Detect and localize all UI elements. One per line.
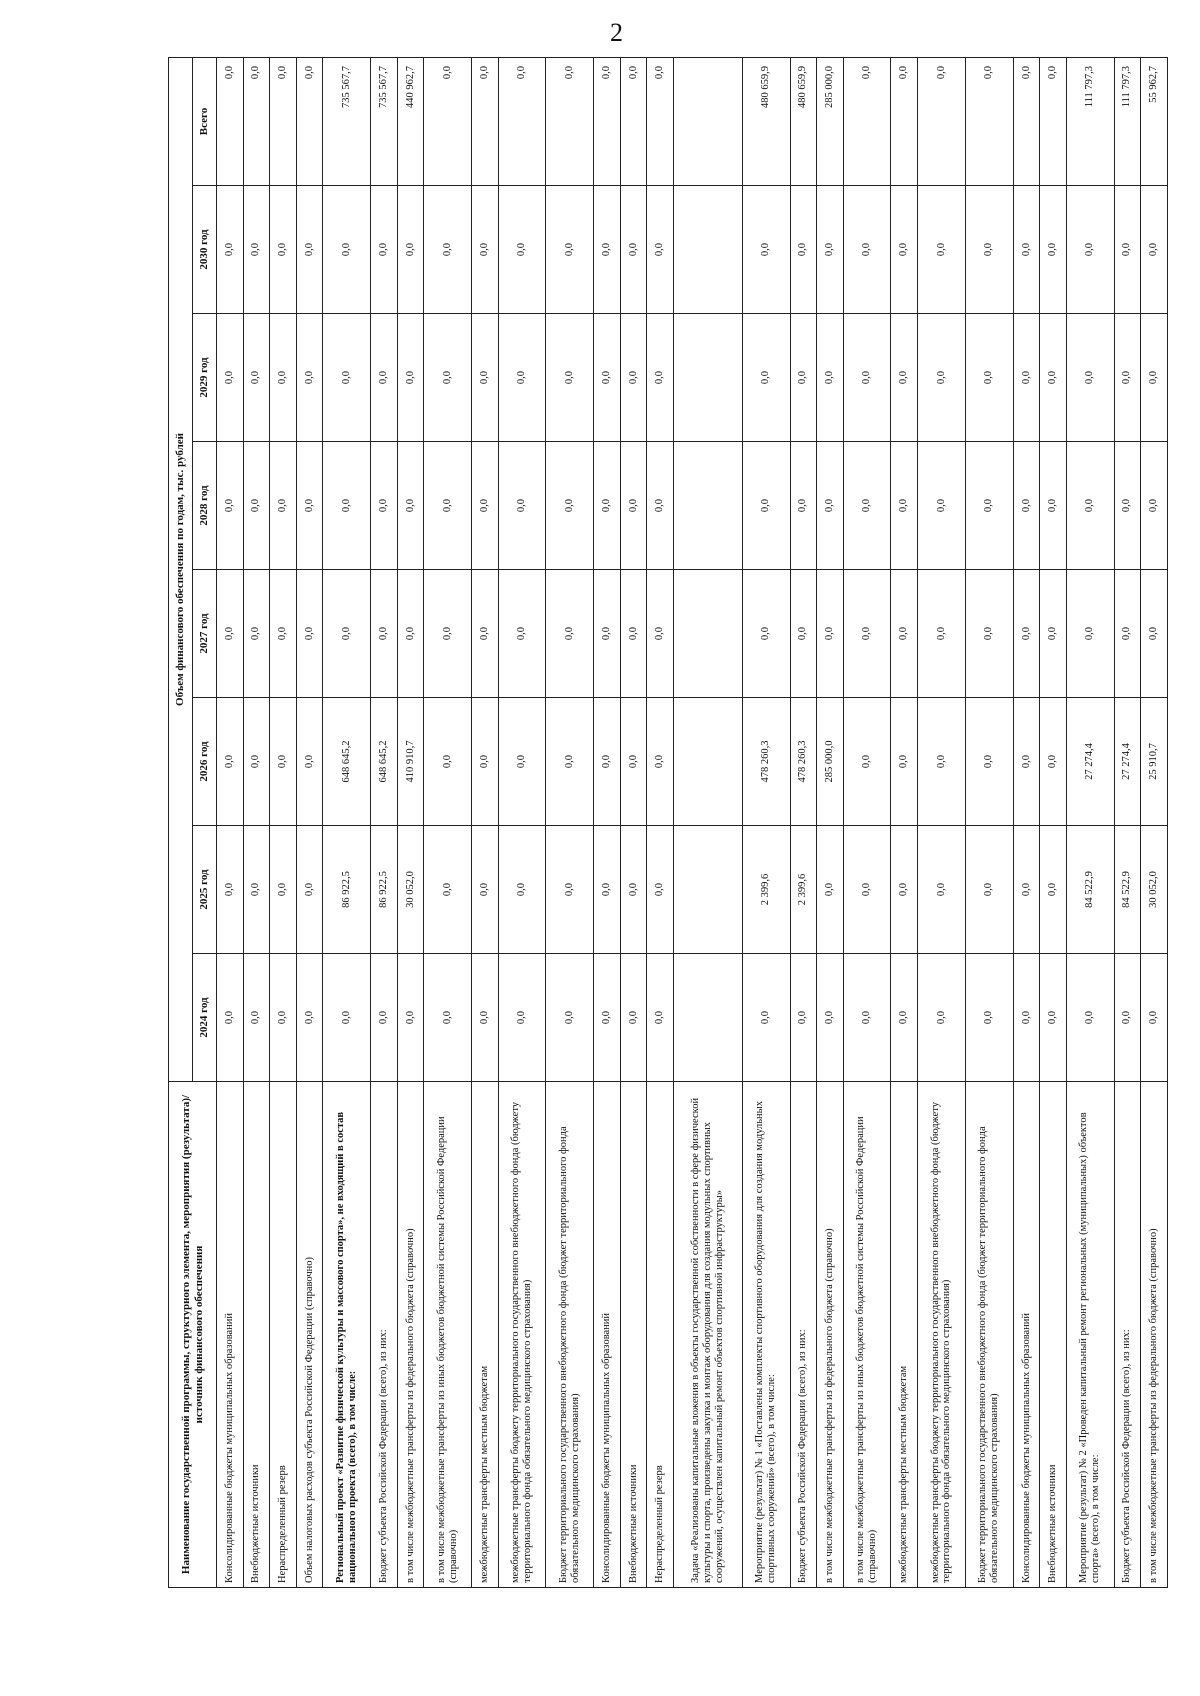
year-value-cell: 0,0 xyxy=(217,954,244,1082)
volume-group-header: Объем финансового обеспечения по годам, тыс. рублей xyxy=(169,57,193,1081)
year-value-cell: 0,0 xyxy=(1013,570,1040,698)
table-row xyxy=(546,57,594,1587)
table-row xyxy=(1141,57,1168,1587)
year-value-cell: 0,0 xyxy=(472,698,499,826)
total-cell: 0,0 xyxy=(498,57,546,185)
table-row xyxy=(296,57,323,1587)
year-value-cell: 0,0 xyxy=(891,826,918,954)
year-value-cell: 0,0 xyxy=(965,570,1013,698)
year-value-cell: 0,0 xyxy=(647,954,674,1082)
row-label: Внебюджетные источники xyxy=(243,1082,270,1588)
year-value-cell: 0,0 xyxy=(1040,186,1067,314)
year-value-cell: 0,0 xyxy=(424,954,472,1082)
year-header: 2024 год xyxy=(193,954,217,1082)
total-cell: 735 567,7 xyxy=(371,57,398,185)
year-value-cell: 0,0 xyxy=(217,314,244,442)
table-row xyxy=(323,57,371,1587)
year-value-cell: 0,0 xyxy=(620,186,647,314)
total-cell: 0,0 xyxy=(918,57,966,185)
total-cell: 480 659,9 xyxy=(790,57,817,185)
total-cell: 111 797,3 xyxy=(1114,57,1141,185)
year-value-cell: 0,0 xyxy=(270,186,297,314)
year-value-cell xyxy=(673,826,742,954)
year-value-cell: 0,0 xyxy=(498,570,546,698)
year-value-cell: 0,0 xyxy=(817,954,844,1082)
year-value-cell: 0,0 xyxy=(742,314,790,442)
year-value-cell: 0,0 xyxy=(1066,954,1114,1082)
row-label: Бюджет субъекта Российской Федерации (всего), из них: xyxy=(790,1082,817,1588)
year-value-cell: 0,0 xyxy=(790,186,817,314)
year-value-cell: 0,0 xyxy=(323,570,371,698)
year-value-cell: 0,0 xyxy=(270,954,297,1082)
table-row xyxy=(472,57,499,1587)
row-label: Мероприятие (результат) № 1 «Поставлены комплекты спортивного оборудования для создания модульных спортивных сооружений» (всего), в том числе: xyxy=(742,1082,790,1588)
year-value-cell: 0,0 xyxy=(965,698,1013,826)
year-value-cell: 0,0 xyxy=(371,314,398,442)
year-value-cell: 0,0 xyxy=(472,186,499,314)
year-value-cell xyxy=(673,954,742,1082)
year-value-cell: 0,0 xyxy=(546,698,594,826)
year-value-cell: 0,0 xyxy=(217,698,244,826)
row-label: Бюджет субъекта Российской Федерации (всего), из них: xyxy=(1114,1082,1141,1588)
year-value-cell: 0,0 xyxy=(1141,954,1168,1082)
year-value-cell: 25 910,7 xyxy=(1141,698,1168,826)
year-value-cell: 0,0 xyxy=(647,186,674,314)
year-value-cell: 0,0 xyxy=(647,826,674,954)
year-value-cell: 0,0 xyxy=(1040,954,1067,1082)
year-value-cell: 0,0 xyxy=(843,314,891,442)
year-value-cell: 0,0 xyxy=(270,698,297,826)
year-value-cell: 0,0 xyxy=(397,314,424,442)
year-value-cell: 0,0 xyxy=(397,186,424,314)
year-value-cell: 0,0 xyxy=(498,314,546,442)
year-value-cell: 0,0 xyxy=(620,314,647,442)
year-value-cell: 0,0 xyxy=(296,442,323,570)
total-cell: 0,0 xyxy=(243,57,270,185)
year-value-cell: 0,0 xyxy=(817,314,844,442)
row-label: Внебюджетные источники xyxy=(620,1082,647,1588)
year-value-cell: 0,0 xyxy=(371,186,398,314)
year-value-cell: 0,0 xyxy=(1141,186,1168,314)
year-value-cell: 0,0 xyxy=(891,442,918,570)
year-value-cell: 0,0 xyxy=(647,442,674,570)
year-header: 2025 год xyxy=(193,826,217,954)
year-value-cell: 0,0 xyxy=(843,826,891,954)
year-value-cell: 0,0 xyxy=(546,314,594,442)
year-value-cell: 285 000,0 xyxy=(817,698,844,826)
table-row xyxy=(424,57,472,1587)
total-cell: 0,0 xyxy=(965,57,1013,185)
year-value-cell: 0,0 xyxy=(472,570,499,698)
year-value-cell: 0,0 xyxy=(424,698,472,826)
total-cell: 0,0 xyxy=(1013,57,1040,185)
table-row xyxy=(371,57,398,1587)
year-value-cell: 0,0 xyxy=(594,314,621,442)
table-row xyxy=(1066,57,1114,1587)
year-header: 2030 год xyxy=(193,186,217,314)
year-value-cell: 0,0 xyxy=(843,186,891,314)
row-label: в том числе межбюджетные трансферты из федерального бюджета (справочно) xyxy=(1141,1082,1168,1588)
year-value-cell: 0,0 xyxy=(965,954,1013,1082)
total-cell: 735 567,7 xyxy=(323,57,371,185)
row-label: Региональный проект «Развитие физической культуры и массового спорта», не входящий в состав национального проекта (всего), в том числе: xyxy=(323,1082,371,1588)
table-row xyxy=(647,57,674,1587)
year-value-cell: 0,0 xyxy=(1141,442,1168,570)
year-value-cell: 0,0 xyxy=(918,314,966,442)
row-label: Внебюджетные источники xyxy=(1040,1082,1067,1588)
row-label: в том числе межбюджетные трансферты из федерального бюджета (справочно) xyxy=(397,1082,424,1588)
table-row xyxy=(843,57,891,1587)
year-value-cell: 27 274,4 xyxy=(1066,698,1114,826)
year-value-cell: 0,0 xyxy=(243,826,270,954)
row-label: Мероприятие (результат) № 2 «Проведен капитальный ремонт региональных (муниципальных) объектов спорта» (всего), в том числе: xyxy=(1066,1082,1114,1588)
year-value-cell: 0,0 xyxy=(594,954,621,1082)
year-value-cell: 0,0 xyxy=(620,698,647,826)
year-value-cell: 0,0 xyxy=(1040,314,1067,442)
row-label: в том числе межбюджетные трансферты из иных бюджетов бюджетной системы Российской Федерации (справочно) xyxy=(843,1082,891,1588)
year-value-cell: 0,0 xyxy=(1114,186,1141,314)
year-value-cell xyxy=(673,698,742,826)
year-value-cell: 0,0 xyxy=(270,826,297,954)
year-value-cell: 0,0 xyxy=(472,442,499,570)
year-value-cell: 410 910,7 xyxy=(397,698,424,826)
year-value-cell: 0,0 xyxy=(891,570,918,698)
row-label: Бюджет субъекта Российской Федерации (всего), из них: xyxy=(371,1082,398,1588)
year-value-cell: 0,0 xyxy=(472,954,499,1082)
total-cell: 0,0 xyxy=(647,57,674,185)
year-value-cell: 0,0 xyxy=(371,442,398,570)
row-label: Нераспределенный резерв xyxy=(647,1082,674,1588)
table-row xyxy=(594,57,621,1587)
year-value-cell: 0,0 xyxy=(546,186,594,314)
year-value-cell: 478 260,3 xyxy=(742,698,790,826)
year-value-cell: 0,0 xyxy=(620,570,647,698)
year-value-cell: 0,0 xyxy=(217,442,244,570)
year-value-cell: 0,0 xyxy=(424,186,472,314)
year-value-cell: 0,0 xyxy=(424,570,472,698)
year-value-cell: 0,0 xyxy=(1066,442,1114,570)
year-value-cell: 0,0 xyxy=(546,826,594,954)
year-value-cell: 0,0 xyxy=(594,186,621,314)
year-value-cell: 0,0 xyxy=(472,826,499,954)
year-value-cell: 0,0 xyxy=(594,826,621,954)
total-cell: 0,0 xyxy=(424,57,472,185)
row-label: Консолидированные бюджеты муниципальных образований xyxy=(594,1082,621,1588)
year-value-cell: 0,0 xyxy=(546,570,594,698)
year-value-cell: 0,0 xyxy=(296,698,323,826)
table-row xyxy=(673,57,742,1587)
year-value-cell: 0,0 xyxy=(243,314,270,442)
year-value-cell: 0,0 xyxy=(817,826,844,954)
year-value-cell: 0,0 xyxy=(790,570,817,698)
table-row xyxy=(965,57,1013,1587)
year-value-cell: 0,0 xyxy=(918,186,966,314)
year-value-cell: 0,0 xyxy=(891,186,918,314)
year-value-cell: 0,0 xyxy=(498,442,546,570)
year-value-cell: 86 922,5 xyxy=(323,826,371,954)
year-value-cell: 0,0 xyxy=(296,570,323,698)
year-value-cell: 0,0 xyxy=(594,570,621,698)
total-cell: 480 659,9 xyxy=(742,57,790,185)
table-row xyxy=(817,57,844,1587)
table-row xyxy=(217,57,244,1587)
year-value-cell: 0,0 xyxy=(498,698,546,826)
financing-table xyxy=(168,57,1168,1588)
year-value-cell: 0,0 xyxy=(296,826,323,954)
year-value-cell: 0,0 xyxy=(1013,442,1040,570)
year-value-cell: 0,0 xyxy=(323,314,371,442)
row-label: межбюджетные трансферты местным бюджетам xyxy=(472,1082,499,1588)
year-value-cell: 0,0 xyxy=(424,442,472,570)
table-row xyxy=(243,57,270,1587)
total-cell: 0,0 xyxy=(843,57,891,185)
year-value-cell: 0,0 xyxy=(424,314,472,442)
year-value-cell: 0,0 xyxy=(296,314,323,442)
year-value-cell: 648 645,2 xyxy=(323,698,371,826)
year-value-cell: 0,0 xyxy=(918,826,966,954)
row-label: межбюджетные трансферты местным бюджетам xyxy=(891,1082,918,1588)
year-value-cell: 0,0 xyxy=(397,570,424,698)
year-value-cell: 0,0 xyxy=(817,442,844,570)
year-value-cell: 0,0 xyxy=(620,826,647,954)
year-value-cell: 0,0 xyxy=(270,570,297,698)
rotated-table-container xyxy=(168,58,1168,1588)
year-value-cell: 0,0 xyxy=(371,570,398,698)
year-value-cell: 0,0 xyxy=(1066,570,1114,698)
table-row xyxy=(397,57,424,1587)
year-value-cell: 0,0 xyxy=(742,954,790,1082)
year-value-cell: 0,0 xyxy=(742,570,790,698)
table-row xyxy=(1013,57,1040,1587)
year-value-cell: 0,0 xyxy=(498,186,546,314)
year-value-cell: 0,0 xyxy=(918,570,966,698)
row-label: Консолидированные бюджеты муниципальных образований xyxy=(1013,1082,1040,1588)
year-value-cell: 0,0 xyxy=(371,954,398,1082)
table-row xyxy=(742,57,790,1587)
year-value-cell: 0,0 xyxy=(243,698,270,826)
total-cell: 0,0 xyxy=(270,57,297,185)
year-value-cell: 0,0 xyxy=(790,954,817,1082)
year-value-cell: 0,0 xyxy=(620,954,647,1082)
table-row xyxy=(891,57,918,1587)
year-value-cell: 0,0 xyxy=(647,570,674,698)
year-value-cell: 0,0 xyxy=(594,442,621,570)
year-value-cell: 0,0 xyxy=(472,314,499,442)
table-row xyxy=(1040,57,1067,1587)
year-value-cell: 0,0 xyxy=(270,314,297,442)
name-column-header: Наименование государственной программы, структурного элемента, мероприятия (результата)/источник финансового обеспечения xyxy=(169,1082,217,1588)
year-value-cell: 0,0 xyxy=(397,442,424,570)
year-value-cell: 30 052,0 xyxy=(397,826,424,954)
total-cell: 0,0 xyxy=(891,57,918,185)
year-value-cell: 0,0 xyxy=(817,186,844,314)
year-value-cell: 0,0 xyxy=(817,570,844,698)
row-label: межбюджетные трансферты бюджету территориального государственного внебюджетного фонда (бюджету территориального фонда обязательного медицинского страхования) xyxy=(918,1082,966,1588)
year-value-cell: 2 399,6 xyxy=(790,826,817,954)
year-value-cell: 0,0 xyxy=(1013,314,1040,442)
year-value-cell: 0,0 xyxy=(790,442,817,570)
year-value-cell: 0,0 xyxy=(243,570,270,698)
table-row xyxy=(918,57,966,1587)
year-value-cell: 0,0 xyxy=(965,826,1013,954)
year-value-cell: 0,0 xyxy=(790,314,817,442)
year-value-cell: 0,0 xyxy=(243,442,270,570)
year-value-cell: 0,0 xyxy=(243,954,270,1082)
year-value-cell: 30 052,0 xyxy=(1141,826,1168,954)
year-value-cell: 648 645,2 xyxy=(371,698,398,826)
row-label: Бюджет территориального государственного внебюджетного фонда (бюджет территориального фонда обязательного медицинского страхования) xyxy=(965,1082,1013,1588)
year-value-cell: 0,0 xyxy=(217,186,244,314)
year-value-cell: 2 399,6 xyxy=(742,826,790,954)
year-value-cell: 0,0 xyxy=(1114,314,1141,442)
year-value-cell: 0,0 xyxy=(965,442,1013,570)
total-cell: 0,0 xyxy=(217,57,244,185)
year-value-cell xyxy=(673,186,742,314)
row-label: Нераспределенный резерв xyxy=(270,1082,297,1588)
year-value-cell: 0,0 xyxy=(243,186,270,314)
year-value-cell: 0,0 xyxy=(918,698,966,826)
year-value-cell: 0,0 xyxy=(965,314,1013,442)
year-value-cell: 0,0 xyxy=(546,442,594,570)
year-value-cell: 0,0 xyxy=(965,186,1013,314)
year-value-cell: 0,0 xyxy=(1040,442,1067,570)
year-value-cell: 0,0 xyxy=(323,186,371,314)
year-value-cell xyxy=(673,314,742,442)
total-cell: 0,0 xyxy=(1040,57,1067,185)
total-cell: 0,0 xyxy=(594,57,621,185)
total-cell: 440 962,7 xyxy=(397,57,424,185)
year-value-cell: 0,0 xyxy=(1114,954,1141,1082)
year-value-cell: 0,0 xyxy=(270,442,297,570)
year-value-cell: 478 260,3 xyxy=(790,698,817,826)
row-label: Консолидированные бюджеты муниципальных образований xyxy=(217,1082,244,1588)
year-value-cell xyxy=(673,570,742,698)
year-value-cell: 0,0 xyxy=(594,698,621,826)
year-value-cell: 0,0 xyxy=(397,954,424,1082)
row-label: в том числе межбюджетные трансферты из федерального бюджета (справочно) xyxy=(817,1082,844,1588)
year-value-cell: 0,0 xyxy=(843,570,891,698)
row-label: в том числе межбюджетные трансферты из иных бюджетов бюджетной системы Российской Федерации (справочно) xyxy=(424,1082,472,1588)
year-value-cell: 0,0 xyxy=(647,698,674,826)
row-label: Объем налоговых расходов субъекта Российской Федерации (справочно) xyxy=(296,1082,323,1588)
year-value-cell: 0,0 xyxy=(742,186,790,314)
total-cell: 0,0 xyxy=(620,57,647,185)
total-cell: 0,0 xyxy=(296,57,323,185)
year-value-cell: 0,0 xyxy=(1114,570,1141,698)
year-value-cell: 0,0 xyxy=(918,442,966,570)
row-label: Бюджет территориального государственного внебюджетного фонда (бюджет территориального фонда обязательного медицинского страхования) xyxy=(546,1082,594,1588)
total-cell: 0,0 xyxy=(472,57,499,185)
year-header: 2028 год xyxy=(193,442,217,570)
year-value-cell xyxy=(673,442,742,570)
total-cell: 285 000,0 xyxy=(817,57,844,185)
year-value-cell: 0,0 xyxy=(1141,570,1168,698)
year-value-cell: 0,0 xyxy=(498,954,546,1082)
year-value-cell: 84 522,9 xyxy=(1066,826,1114,954)
year-value-cell: 0,0 xyxy=(891,314,918,442)
year-value-cell: 0,0 xyxy=(1040,826,1067,954)
total-cell: 111 797,3 xyxy=(1066,57,1114,185)
year-value-cell: 0,0 xyxy=(546,954,594,1082)
year-header: 2029 год xyxy=(193,314,217,442)
year-value-cell: 0,0 xyxy=(620,442,647,570)
year-value-cell: 0,0 xyxy=(296,954,323,1082)
year-value-cell: 0,0 xyxy=(217,570,244,698)
year-value-cell: 0,0 xyxy=(647,314,674,442)
year-value-cell: 0,0 xyxy=(323,954,371,1082)
year-value-cell: 0,0 xyxy=(1040,570,1067,698)
year-value-cell: 0,0 xyxy=(1066,186,1114,314)
table-row xyxy=(498,57,546,1587)
year-value-cell: 0,0 xyxy=(843,442,891,570)
table-body xyxy=(217,57,1168,1587)
year-value-cell: 0,0 xyxy=(1066,314,1114,442)
year-value-cell: 0,0 xyxy=(323,442,371,570)
year-value-cell: 0,0 xyxy=(843,954,891,1082)
year-value-cell: 0,0 xyxy=(891,954,918,1082)
total-cell: 0,0 xyxy=(546,57,594,185)
year-value-cell: 0,0 xyxy=(1013,826,1040,954)
table-row xyxy=(620,57,647,1587)
year-value-cell: 0,0 xyxy=(424,826,472,954)
table-row xyxy=(790,57,817,1587)
year-header: 2027 год xyxy=(193,570,217,698)
row-label: межбюджетные трансферты бюджету территориального государственного внебюджетного фонда (бюджету территориального фонда обязательного медицинского страхования) xyxy=(498,1082,546,1588)
year-header: 2026 год xyxy=(193,698,217,826)
year-value-cell: 86 922,5 xyxy=(371,826,398,954)
year-value-cell: 27 274,4 xyxy=(1114,698,1141,826)
year-value-cell: 0,0 xyxy=(1013,186,1040,314)
year-value-cell: 0,0 xyxy=(1114,442,1141,570)
year-value-cell: 0,0 xyxy=(296,186,323,314)
year-value-cell: 0,0 xyxy=(498,826,546,954)
year-value-cell: 0,0 xyxy=(843,698,891,826)
year-value-cell: 0,0 xyxy=(1013,954,1040,1082)
total-cell: 55 962,7 xyxy=(1141,57,1168,185)
row-label: Задача «Реализованы капитальные вложения в объекты государственной собственности в сфере физической культуры и спорта, произведены закупка и монтаж оборудования для создания модульных спортивных сооружений, осуществлен капитальный ремонт объектов спортивной инфраструктуры» xyxy=(673,1082,742,1588)
year-value-cell: 0,0 xyxy=(1141,314,1168,442)
year-value-cell: 0,0 xyxy=(1013,698,1040,826)
year-value-cell: 0,0 xyxy=(891,698,918,826)
table-row xyxy=(1114,57,1141,1587)
year-value-cell: 0,0 xyxy=(742,442,790,570)
year-value-cell: 0,0 xyxy=(918,954,966,1082)
year-value-cell: 0,0 xyxy=(1040,698,1067,826)
total-header: Всего xyxy=(193,57,217,185)
table-row xyxy=(270,57,297,1587)
year-value-cell: 0,0 xyxy=(217,826,244,954)
page-number: 2 xyxy=(610,18,623,47)
year-value-cell: 84 522,9 xyxy=(1114,826,1141,954)
total-cell xyxy=(673,57,742,185)
